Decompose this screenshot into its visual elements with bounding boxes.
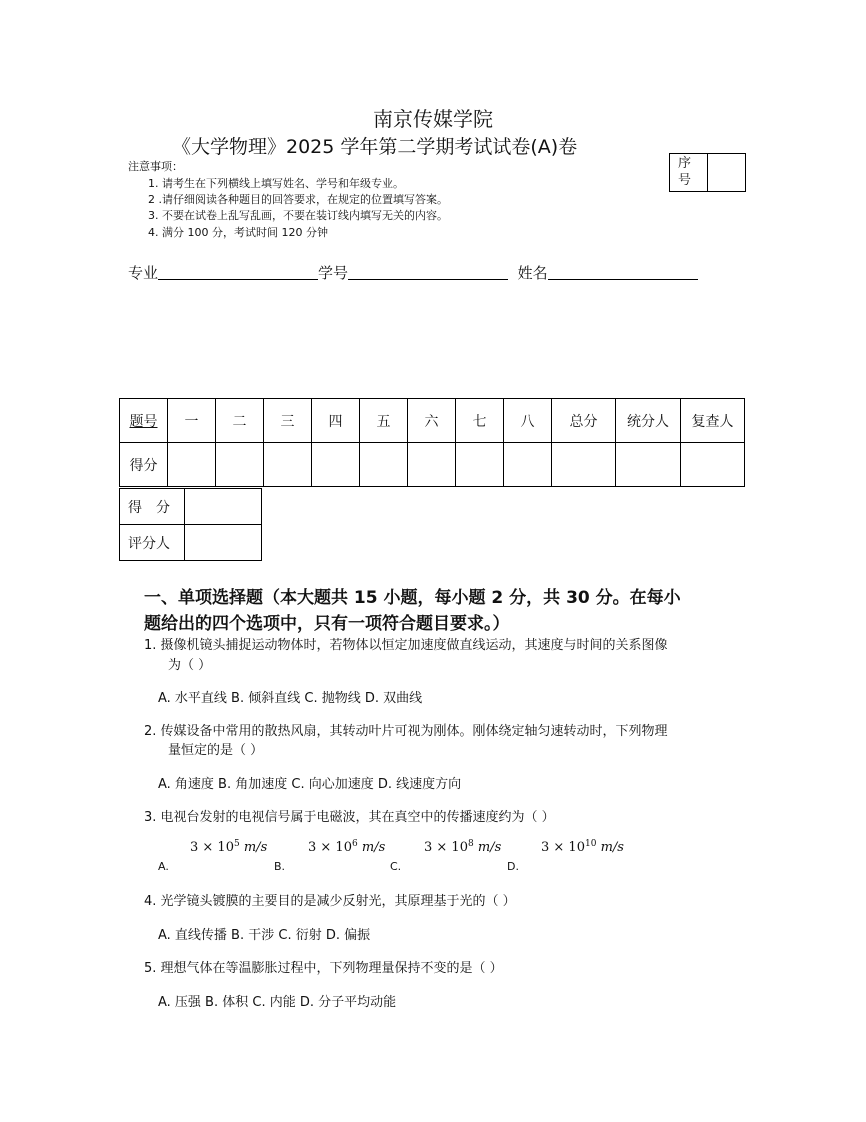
question-3-text: 3. 电视台发射的电视信号属于电磁波，其在真空中的传播速度约为（ ） — [144, 810, 555, 825]
question-5-options: A. 压强 B. 体积 C. 内能 D. 分子平均动能 — [158, 995, 397, 1010]
note-item: 3. 不要在试卷上乱写乱画，不要在装订线内填写无关的内容。 — [148, 209, 448, 222]
name-label: 姓名 — [517, 264, 548, 282]
question-2-text: 2. 传媒设备中常用的散热风扇，其转动叶片可视为刚体。刚体绕定轴匀速转动时，下列物理 — [144, 724, 668, 739]
student-id-field[interactable] — [348, 265, 508, 280]
score-header-cell: 八 — [504, 399, 552, 443]
grader-label: 评分人 — [120, 525, 185, 561]
score-header-cell: 复查人 — [681, 399, 745, 443]
question-3-option-c-value: $3 \times 10^8$ m/s — [424, 839, 502, 855]
score-cell[interactable] — [456, 443, 504, 487]
question-3-option-d-letter: D. — [507, 860, 519, 873]
score-header-cell: 题号 — [120, 399, 168, 443]
grader-table — [119, 488, 262, 561]
score-header-cell: 二 — [216, 399, 264, 443]
question-3-option-b-value: $3 \times 10^6$ m/s — [308, 839, 386, 855]
school-name: 南京传媒学院 — [373, 107, 493, 131]
score-cell[interactable] — [681, 443, 745, 487]
score-row-label: 得分 — [120, 443, 168, 487]
score-cell[interactable] — [552, 443, 616, 487]
score-cell[interactable] — [504, 443, 552, 487]
question-5-text: 5. 理想气体在等温膨胀过程中，下列物理量保持不变的是（ ） — [144, 961, 503, 976]
score-header-cell: 统分人 — [616, 399, 681, 443]
question-1-options: A. 水平直线 B. 倾斜直线 C. 抛物线 D. 双曲线 — [158, 691, 423, 706]
question-3-option-a-value: $3 \times 10^5$ m/s — [190, 839, 268, 855]
score-header-cell: 七 — [456, 399, 504, 443]
score-cell[interactable] — [216, 443, 264, 487]
section-heading-line-2: 题给出的四个选项中，只有一项符合题目要求。） — [144, 614, 510, 634]
notes-title: 注意事项： — [128, 160, 183, 173]
score-header-cell: 六 — [408, 399, 456, 443]
score-header-cell: 一 — [168, 399, 216, 443]
question-3-option-d-value: $3 \times 10^{10}$ m/s — [541, 839, 624, 855]
grader-table-grader-row — [120, 525, 262, 561]
score-table-score-row — [120, 443, 745, 487]
score-header-cell: 五 — [360, 399, 408, 443]
grader-score-cell[interactable] — [185, 489, 262, 525]
grader-score-label: 得 分 — [120, 489, 185, 525]
question-2-options: A. 角速度 B. 角加速度 C. 向心加速度 D. 线速度方向 — [158, 777, 462, 792]
sequence-label — [670, 154, 708, 191]
student-id-label: 学号 — [318, 264, 349, 282]
major-field[interactable] — [158, 265, 318, 280]
sequence-number-box — [669, 153, 746, 192]
score-cell[interactable] — [168, 443, 216, 487]
score-cell[interactable] — [360, 443, 408, 487]
name-field[interactable] — [548, 265, 698, 280]
score-cell[interactable] — [312, 443, 360, 487]
note-item: 4. 满分 100 分，考试时间 120 分钟 — [148, 226, 328, 239]
question-2-text-cont: 量恒定的是（ ） — [168, 743, 264, 758]
score-cell[interactable] — [408, 443, 456, 487]
sequence-label-char-2: 号 — [678, 173, 692, 188]
question-1-text-cont: 为（ ） — [168, 658, 212, 673]
score-header-cell: 四 — [312, 399, 360, 443]
score-header-cell: 三 — [264, 399, 312, 443]
sequence-label-char-1: 序 — [678, 156, 692, 171]
student-info-line — [128, 262, 698, 283]
question-3-option-a-letter: A. — [158, 860, 169, 873]
question-4-options: A. 直线传播 B. 干涉 C. 衍射 D. 偏振 — [158, 928, 371, 943]
question-1-text: 1. 摄像机镜头捕捉运动物体时，若物体以恒定加速度做直线运动，其速度与时间的关系图像 — [144, 638, 668, 653]
section-heading-line-1: 一、单项选择题（本大题共 15 小题，每小题 2 分，共 30 分。在每小 — [144, 588, 681, 608]
grader-table-score-row — [120, 489, 262, 525]
exam-title: 《大学物理》2025 学年第二学期考试试卷(A)卷 — [172, 136, 578, 158]
score-cell[interactable] — [264, 443, 312, 487]
note-item: 2 .请仔细阅读各种题目的回答要求，在规定的位置填写答案。 — [148, 193, 448, 206]
score-table-header-row — [120, 399, 745, 443]
score-header-cell: 总分 — [552, 399, 616, 443]
note-item: 1. 请考生在下列横线上填写姓名、学号和年级专业。 — [148, 177, 404, 190]
question-3-option-b-letter: B. — [274, 860, 286, 873]
question-4-text: 4. 光学镜头镀膜的主要目的是减少反射光，其原理基于光的（ ） — [144, 894, 516, 909]
question-3-option-c-letter: C. — [390, 860, 402, 873]
major-label: 专业 — [128, 264, 159, 282]
score-table — [119, 398, 745, 487]
grader-cell[interactable] — [185, 525, 262, 561]
score-cell[interactable] — [616, 443, 681, 487]
